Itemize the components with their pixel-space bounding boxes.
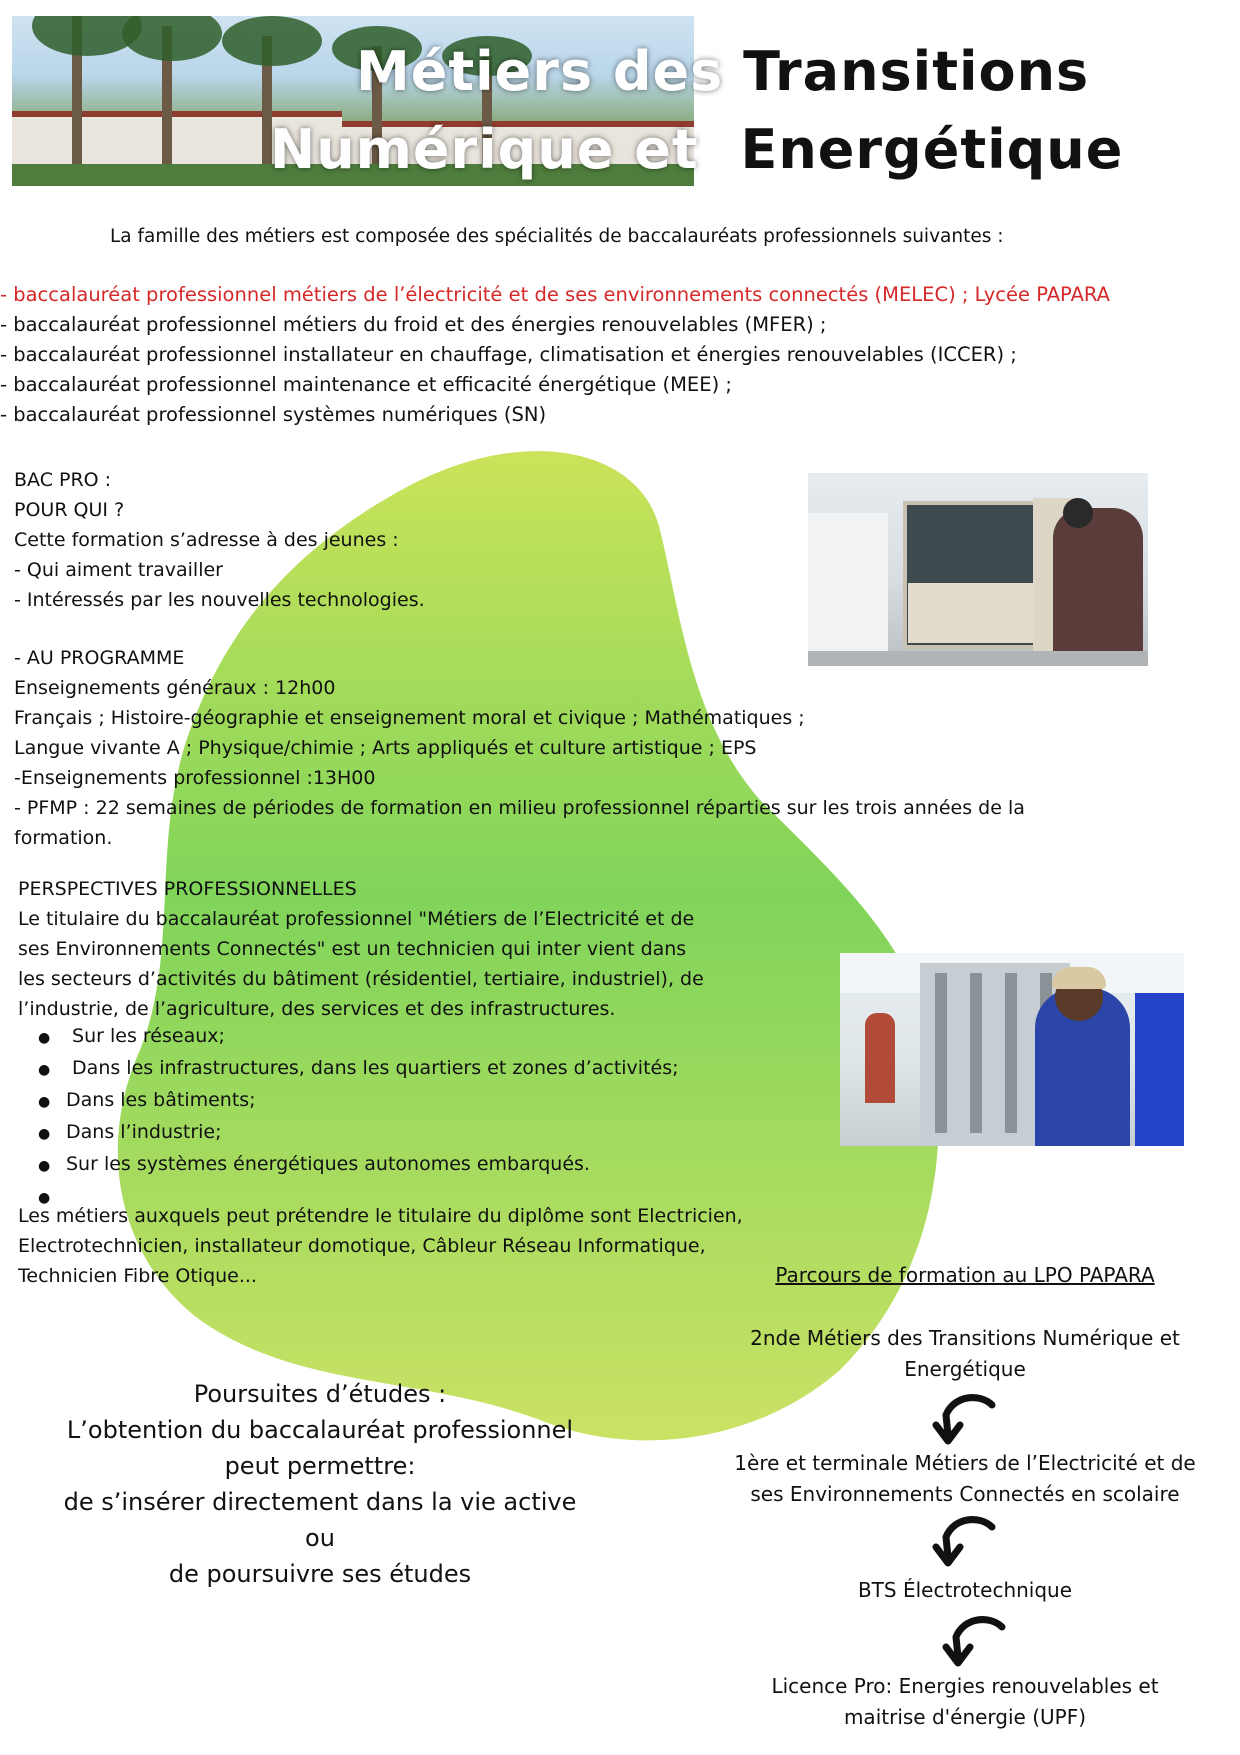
perspectives-line: Le titulaire du baccalauréat professionnel "Métiers de l’Electricité et de xyxy=(18,908,695,930)
curved-arrow-icon xyxy=(930,1391,1000,1447)
poursuites-line: de s’insérer directement dans la vie active xyxy=(63,1488,577,1516)
workshop-photo xyxy=(808,473,1148,666)
bullet-dot-icon: ● xyxy=(38,1094,51,1110)
poursuites-etudes xyxy=(20,1376,620,1592)
bac-pro-line: POUR QUI ? xyxy=(14,499,125,521)
perspectives-line: ses Environnements Connectés" est un technicien qui inter vient dans xyxy=(18,938,687,960)
title-part: Energétique xyxy=(740,118,1124,181)
list-item: ● Dans les bâtiments; xyxy=(38,1085,679,1117)
bullet-dot-icon: ● xyxy=(38,1030,51,1046)
page-title-line-1 xyxy=(356,40,1089,103)
perspectives-line: PERSPECTIVES PROFESSIONNELLES xyxy=(18,878,357,900)
list-item: ● Sur les réseaux; xyxy=(38,1021,679,1053)
bac-pro-line: BAC PRO : xyxy=(14,469,112,491)
parcours-step-bts: BTS Électrotechnique xyxy=(857,1578,1073,1602)
specialite-item: - baccalauréat professionnel maintenance et efficacité énergétique (MEE) ; xyxy=(0,373,732,396)
programme-line: - AU PROGRAMME xyxy=(14,647,185,669)
parcours-formation xyxy=(690,1263,1240,1729)
poursuites-line: Poursuites d’études : xyxy=(193,1380,447,1408)
metiers-line: Electrotechnicien, installateur domotique, Câbleur Réseau Informatique, xyxy=(18,1235,706,1257)
parcours-step-1ere-terminale: 1ère et terminale Métiers de l’Electricité et de ses Environnements Connectés en scolaire xyxy=(734,1451,1196,1506)
bullet-dot-icon: ● xyxy=(38,1126,51,1142)
list-item: ● Dans l’industrie; xyxy=(38,1117,679,1149)
programme-section xyxy=(14,643,1025,853)
metiers-section xyxy=(18,1201,743,1291)
bullet-dot-icon: ● xyxy=(38,1190,51,1206)
bac-pro-line: - Intéressés par les nouvelles technologies. xyxy=(14,589,425,611)
metiers-line: Les métiers auxquels peut prétendre le titulaire du diplôme sont Electricien, xyxy=(18,1205,743,1227)
perspectives-line: les secteurs d’activités du bâtiment (résidentiel, tertiaire, industriel), de xyxy=(18,968,704,990)
programme-line: Langue vivante A ; Physique/chimie ; Arts appliqués et culture artistique ; EPS xyxy=(14,737,757,759)
perspectives-section xyxy=(18,874,704,1024)
intro-text: La famille des métiers est composée des spécialités de baccalauréats professionnels suivantes : xyxy=(110,226,1004,247)
metiers-line: Technicien Fibre Otique... xyxy=(18,1265,257,1287)
specialite-item: - baccalauréat professionnel métiers du froid et des énergies renouvelables (MFER) ; xyxy=(0,313,827,336)
programme-line: - PFMP : 22 semaines de périodes de formation en milieu professionnel réparties sur les trois années de la xyxy=(14,797,1025,819)
title-part: Numérique et xyxy=(270,118,699,181)
parcours-title: Parcours de formation au LPO PAPARA xyxy=(775,1263,1155,1287)
page-title-line-2 xyxy=(270,118,1123,181)
bac-pro-line: - Qui aiment travailler xyxy=(14,559,223,581)
list-item: ● Dans les infrastructures, dans les quartiers et zones d’activités; xyxy=(38,1053,679,1085)
perspectives-line: l’industrie, de l’agriculture, des services et des infrastructures. xyxy=(18,998,616,1020)
bac-pro-line: Cette formation s’adresse à des jeunes : xyxy=(14,529,399,551)
title-part: Métiers des xyxy=(356,40,724,103)
poursuites-line: ou xyxy=(305,1524,335,1552)
programme-line: Enseignements généraux : 12h00 xyxy=(14,677,336,699)
perspectives-bullet-list xyxy=(38,1021,679,1213)
title-part: Transitions xyxy=(743,40,1090,103)
bullet-dot-icon: ● xyxy=(38,1158,51,1174)
programme-line: -Enseignements professionnel :13H00 xyxy=(14,767,376,789)
parcours-step-2nde: 2nde Métiers des Transitions Numérique et Energétique xyxy=(750,1326,1180,1381)
poursuites-line: L’obtention du baccalauréat professionnel xyxy=(66,1416,574,1444)
curved-arrow-icon xyxy=(940,1613,1010,1669)
programme-line: Français ; Histoire-géographie et enseignement moral et civique ; Mathématiques ; xyxy=(14,707,805,729)
list-item: ● Sur les systèmes énergétiques autonomes embarqués. xyxy=(38,1149,679,1181)
programme-line: formation. xyxy=(14,827,113,849)
curved-arrow-icon xyxy=(930,1513,1000,1569)
bac-pro-section xyxy=(14,465,425,615)
specialite-item: - baccalauréat professionnel métiers de l’électricité et de ses environnements connectés (MELEC) ; Lycée PAPARA xyxy=(0,283,1111,306)
parcours-step-licence: Licence Pro: Energies renouvelables et maitrise d'énergie (UPF) xyxy=(771,1674,1159,1729)
specialite-item: - baccalauréat professionnel systèmes numériques (SN) xyxy=(0,403,547,426)
poursuites-line: peut permettre: xyxy=(224,1452,416,1480)
specialite-item: - baccalauréat professionnel installateur en chauffage, climatisation et énergies renouvelables (ICCER) ; xyxy=(0,343,1017,366)
poursuites-line: de poursuivre ses études xyxy=(168,1560,472,1588)
student-wiring-photo xyxy=(840,953,1184,1146)
bullet-dot-icon: ● xyxy=(38,1062,51,1078)
